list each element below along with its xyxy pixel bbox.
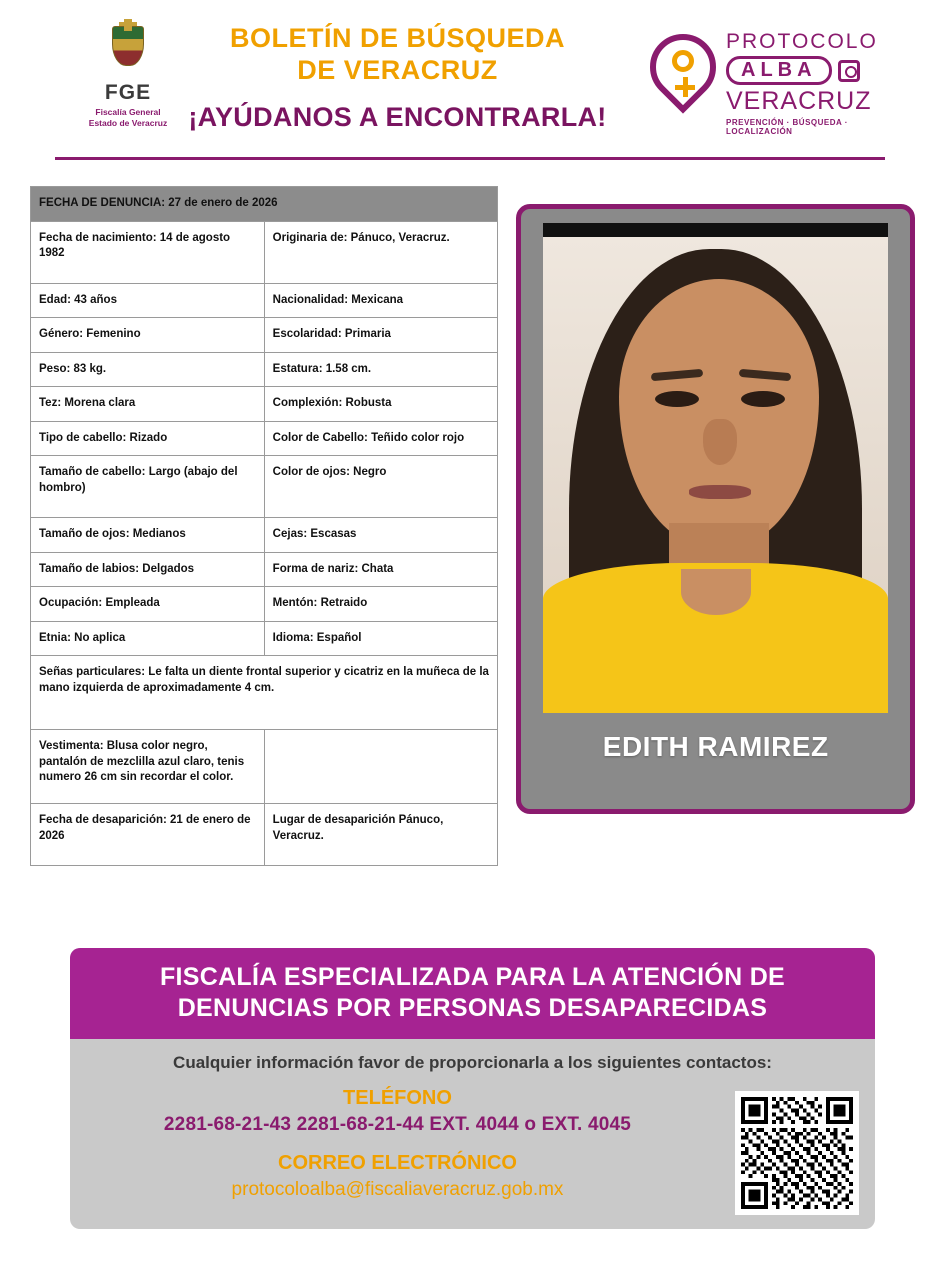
shield-icon	[105, 22, 151, 80]
table-row-disappearance	[31, 804, 498, 866]
table-row	[31, 552, 498, 587]
cell-nationality: Nacionalidad: Mexicana	[264, 283, 498, 318]
content-area	[0, 168, 945, 866]
table-row	[31, 518, 498, 553]
person-details-table	[30, 186, 498, 866]
alba-protocolo-label: PROTOCOLO	[726, 30, 878, 53]
cell-hair-color: Color de Cabello: Teñido color rojo	[264, 421, 498, 456]
cell-skin: Tez: Morena clara	[31, 387, 265, 422]
phone-numbers: 2281-68-21-43 2281-68-21-44 EXT. 4044 o EXT. 4045	[163, 1114, 632, 1135]
table-row	[31, 318, 498, 353]
cell-clothing: Vestimenta: Blusa color negro, pantalón de mezclilla azul claro, tenis numero 26 cm sin recordar el color.	[31, 730, 265, 804]
table-row	[31, 352, 498, 387]
fge-logo	[82, 22, 174, 128]
cell-occupation: Ocupación: Empleada	[31, 587, 265, 622]
alba-logo-text	[726, 30, 885, 136]
fge-subtitle-line1: Fiscalía General	[95, 107, 161, 117]
table-row	[31, 421, 498, 456]
fge-subtitle	[82, 107, 174, 128]
table-row	[31, 587, 498, 622]
table-row	[31, 387, 498, 422]
cell-disappearance-date: Fecha de desaparición: 21 de enero de 2026	[31, 804, 265, 866]
qr-code[interactable]	[735, 1091, 859, 1215]
table-row	[31, 621, 498, 656]
alba-label: ALBA	[726, 56, 832, 85]
cell-eye-color: Color de ojos: Negro	[264, 456, 498, 518]
cell-origin: Originaria de: Pánuco, Veracruz.	[264, 221, 498, 283]
cell-nose: Forma de nariz: Chata	[264, 552, 498, 587]
table-row	[31, 221, 498, 283]
contact-footer	[70, 948, 875, 1229]
table-row-report-date	[31, 187, 498, 222]
portrait-face	[619, 279, 819, 547]
email-label: CORREO ELECTRÓNICO	[278, 1152, 517, 1174]
alba-pill-row	[726, 56, 885, 85]
cell-education: Escolaridad: Primaria	[264, 318, 498, 353]
email-address[interactable]: protocoloalba@fiscaliaveracruz.gob.mx	[231, 1179, 564, 1200]
phone-label: TELÉFONO	[343, 1087, 452, 1109]
cell-eyebrows: Cejas: Escasas	[264, 518, 498, 553]
fge-abbr: FGE	[104, 81, 152, 104]
table-row-clothing	[31, 730, 498, 804]
table-row	[31, 456, 498, 518]
fge-subtitle-line2: Estado de Veracruz	[88, 117, 168, 128]
person-details-table-wrapper	[30, 186, 498, 866]
header-divider	[55, 157, 885, 160]
table-row	[31, 283, 498, 318]
cell-chin: Mentón: Retraido	[264, 587, 498, 622]
page-header	[0, 0, 945, 168]
cell-lips: Tamaño de labios: Delgados	[31, 552, 265, 587]
cell-eye-size: Tamaño de ojos: Medianos	[31, 518, 265, 553]
bulletin-title-line1b: DE VERACRUZ	[297, 54, 498, 85]
bulletin-title-line2: ¡AYÚDANOS A ENCONTRARLA!	[188, 102, 607, 133]
alba-tagline: PREVENCIÓN · BÚSQUEDA · LOCALIZACIÓN	[726, 118, 848, 136]
cell-clothing-empty	[264, 730, 498, 804]
missing-person-photo-card	[516, 204, 915, 814]
cell-gender: Género: Femenino	[31, 318, 265, 353]
footer-lead-text: Cualquier información favor de proporcionarla a los siguientes contactos:	[173, 1053, 772, 1072]
photo-frame	[543, 223, 888, 713]
table-row-distinguishing-marks	[31, 656, 498, 730]
missing-person-name: EDITH RAMIREZ	[602, 731, 829, 762]
bulletin-title-line1: BOLETÍN DE BÚSQUEDA	[229, 22, 565, 53]
cell-disappearance-place: Lugar de desaparición Pánuco, Veracruz.	[264, 804, 498, 866]
header-titles	[188, 23, 606, 134]
search-icon	[838, 60, 860, 82]
location-pin-venus-icon	[650, 34, 720, 128]
cell-age: Edad: 43 años	[31, 283, 265, 318]
cell-weight: Peso: 83 kg.	[31, 352, 265, 387]
footer-banner-title: FISCALÍA ESPECIALIZADA PARA LA ATENCIÓN DE DENUNCIAS POR PERSONAS DESAPARECIDAS	[70, 948, 875, 1039]
cell-complexion: Complexión: Robusta	[264, 387, 498, 422]
cell-height: Estatura: 1.58 cm.	[264, 352, 498, 387]
cell-distinguishing-marks: Señas particulares: Le falta un diente frontal superior y cicatriz en la muñeca de la mano izquierda de aproximadamente 4 cm.	[31, 656, 498, 730]
portrait-shirt	[543, 563, 888, 713]
cell-birthdate: Fecha de nacimiento: 14 de agosto 1982	[31, 221, 265, 283]
cell-language: Idioma: Español	[264, 621, 498, 656]
footer-body	[70, 1039, 875, 1229]
photo-top-border	[543, 223, 888, 237]
cell-hair-type: Tipo de cabello: Rizado	[31, 421, 265, 456]
cell-hair-length: Tamaño de cabello: Largo (abajo del hombro)	[31, 456, 265, 518]
report-date-header: FECHA DE DENUNCIA: 27 de enero de 2026	[31, 187, 498, 222]
cell-ethnicity: Etnia: No aplica	[31, 621, 265, 656]
protocolo-alba-logo	[650, 30, 885, 145]
alba-veracruz-label: VERACRUZ	[726, 87, 872, 115]
